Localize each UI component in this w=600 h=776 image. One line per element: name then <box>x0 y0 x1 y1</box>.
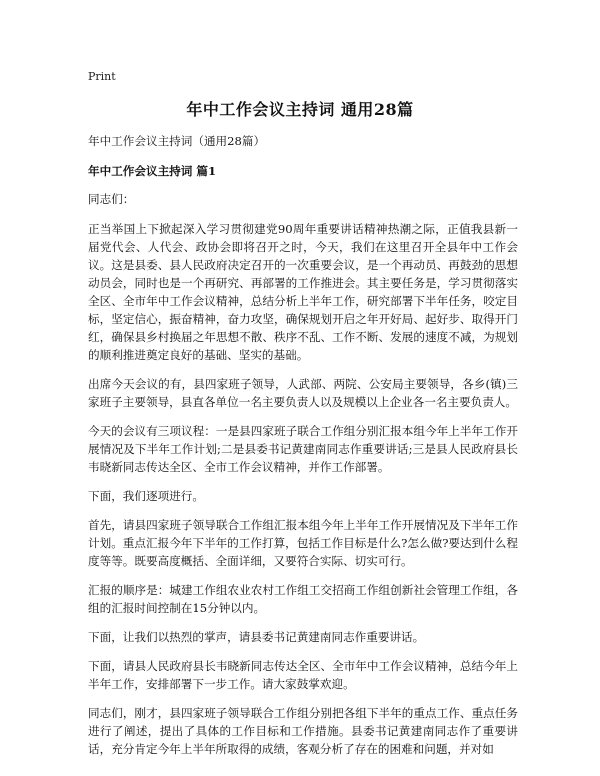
paragraph: 正当举国上下掀起深入学习贯彻建党90周年重要讲话精神热潮之际，正值我县新一届党代会、人代会、政协会即将召开之时，今天，我们在这里召开全县年中工作会议。这是县委、县人民政府决定召开的一次重要会议，是一个再动员、再鼓劲的思想动员会，同时也是一个再研究、再部署的工作推进会。其主要任务是，学习贯彻落实全区、全市年中工作会议精神，总结分析上半年工作，研究部署下半年任务，咬定目标，坚定信心，振奋精神，奋力攻坚，确保规划开启之年开好局、起好步、取得开门红，确保县乡村换届之年思想不散、秩序不乱、工作不断、发展的速度不减，为规划的顺利推进奠定良好的基础、坚实的基础。 <box>88 222 518 362</box>
document-title: 年中工作会议主持词 通用28篇 <box>186 100 414 119</box>
section-heading: 年中工作会议主持词 篇1 <box>88 164 217 178</box>
print-link[interactable]: Print <box>88 70 116 83</box>
paragraph: 下面，请县人民政府县长韦晓新同志传达全区、全市年中工作会议精神，总结今年上半年工作，安排部署下一步工作。请大家鼓掌欢迎。 <box>88 659 518 691</box>
paragraph: 今天的会议有三项议程：一是县四家班子联合工作组分别汇报本组今年上半年工作开展情况及下半年工作计划;二是县委书记黄建南同志作重要讲话;三是县人民政府县长韦晓新同志传达全区、全市工作会议精神，并作工作部署。 <box>88 424 518 474</box>
greeting: 同志们： <box>88 192 135 206</box>
paragraph: 首先，请县四家班子领导联合工作组汇报本组今年上半年工作开展情况及下半年工作计划。重点汇报今年下半年的工作打算，包括工作目标是什么?怎么做?要达到什么程度等等。既要高度概括、全面详细，又要符合实际、切实可行。 <box>88 518 518 568</box>
paragraph: 出席今天会议的有，县四家班子领导，人武部、两院、公安局主要领导，各乡(镇)三家班子主要领导，县直各单位一名主要负责人以及规模以上企业各一名主要负责人。 <box>88 377 518 409</box>
paragraph: 同志们，刚才，县四家班子领导联合工作组分别把各组下半年的重点工作、重点任务进行了阐述，提出了具体的工作目标和工作措施。县委书记黄建南同志作了重要讲话，充分肯定今年上半年所取得的成绩，客观分析了存在的困难和问题，并对如 <box>88 706 518 756</box>
document-subtitle: 年中工作会议主持词（通用28篇） <box>88 134 266 148</box>
paragraph: 下面，让我们以热烈的掌声，请县委书记黄建南同志作重要讲话。 <box>88 630 425 644</box>
document-body <box>88 132 518 769</box>
paragraph: 下面，我们逐项进行。 <box>88 489 204 503</box>
paragraph: 汇报的顺序是：城建工作组农业农村工作组工交招商工作组创新社会管理工作组，各组的汇报时间控制在15分钟以内。 <box>88 583 518 615</box>
